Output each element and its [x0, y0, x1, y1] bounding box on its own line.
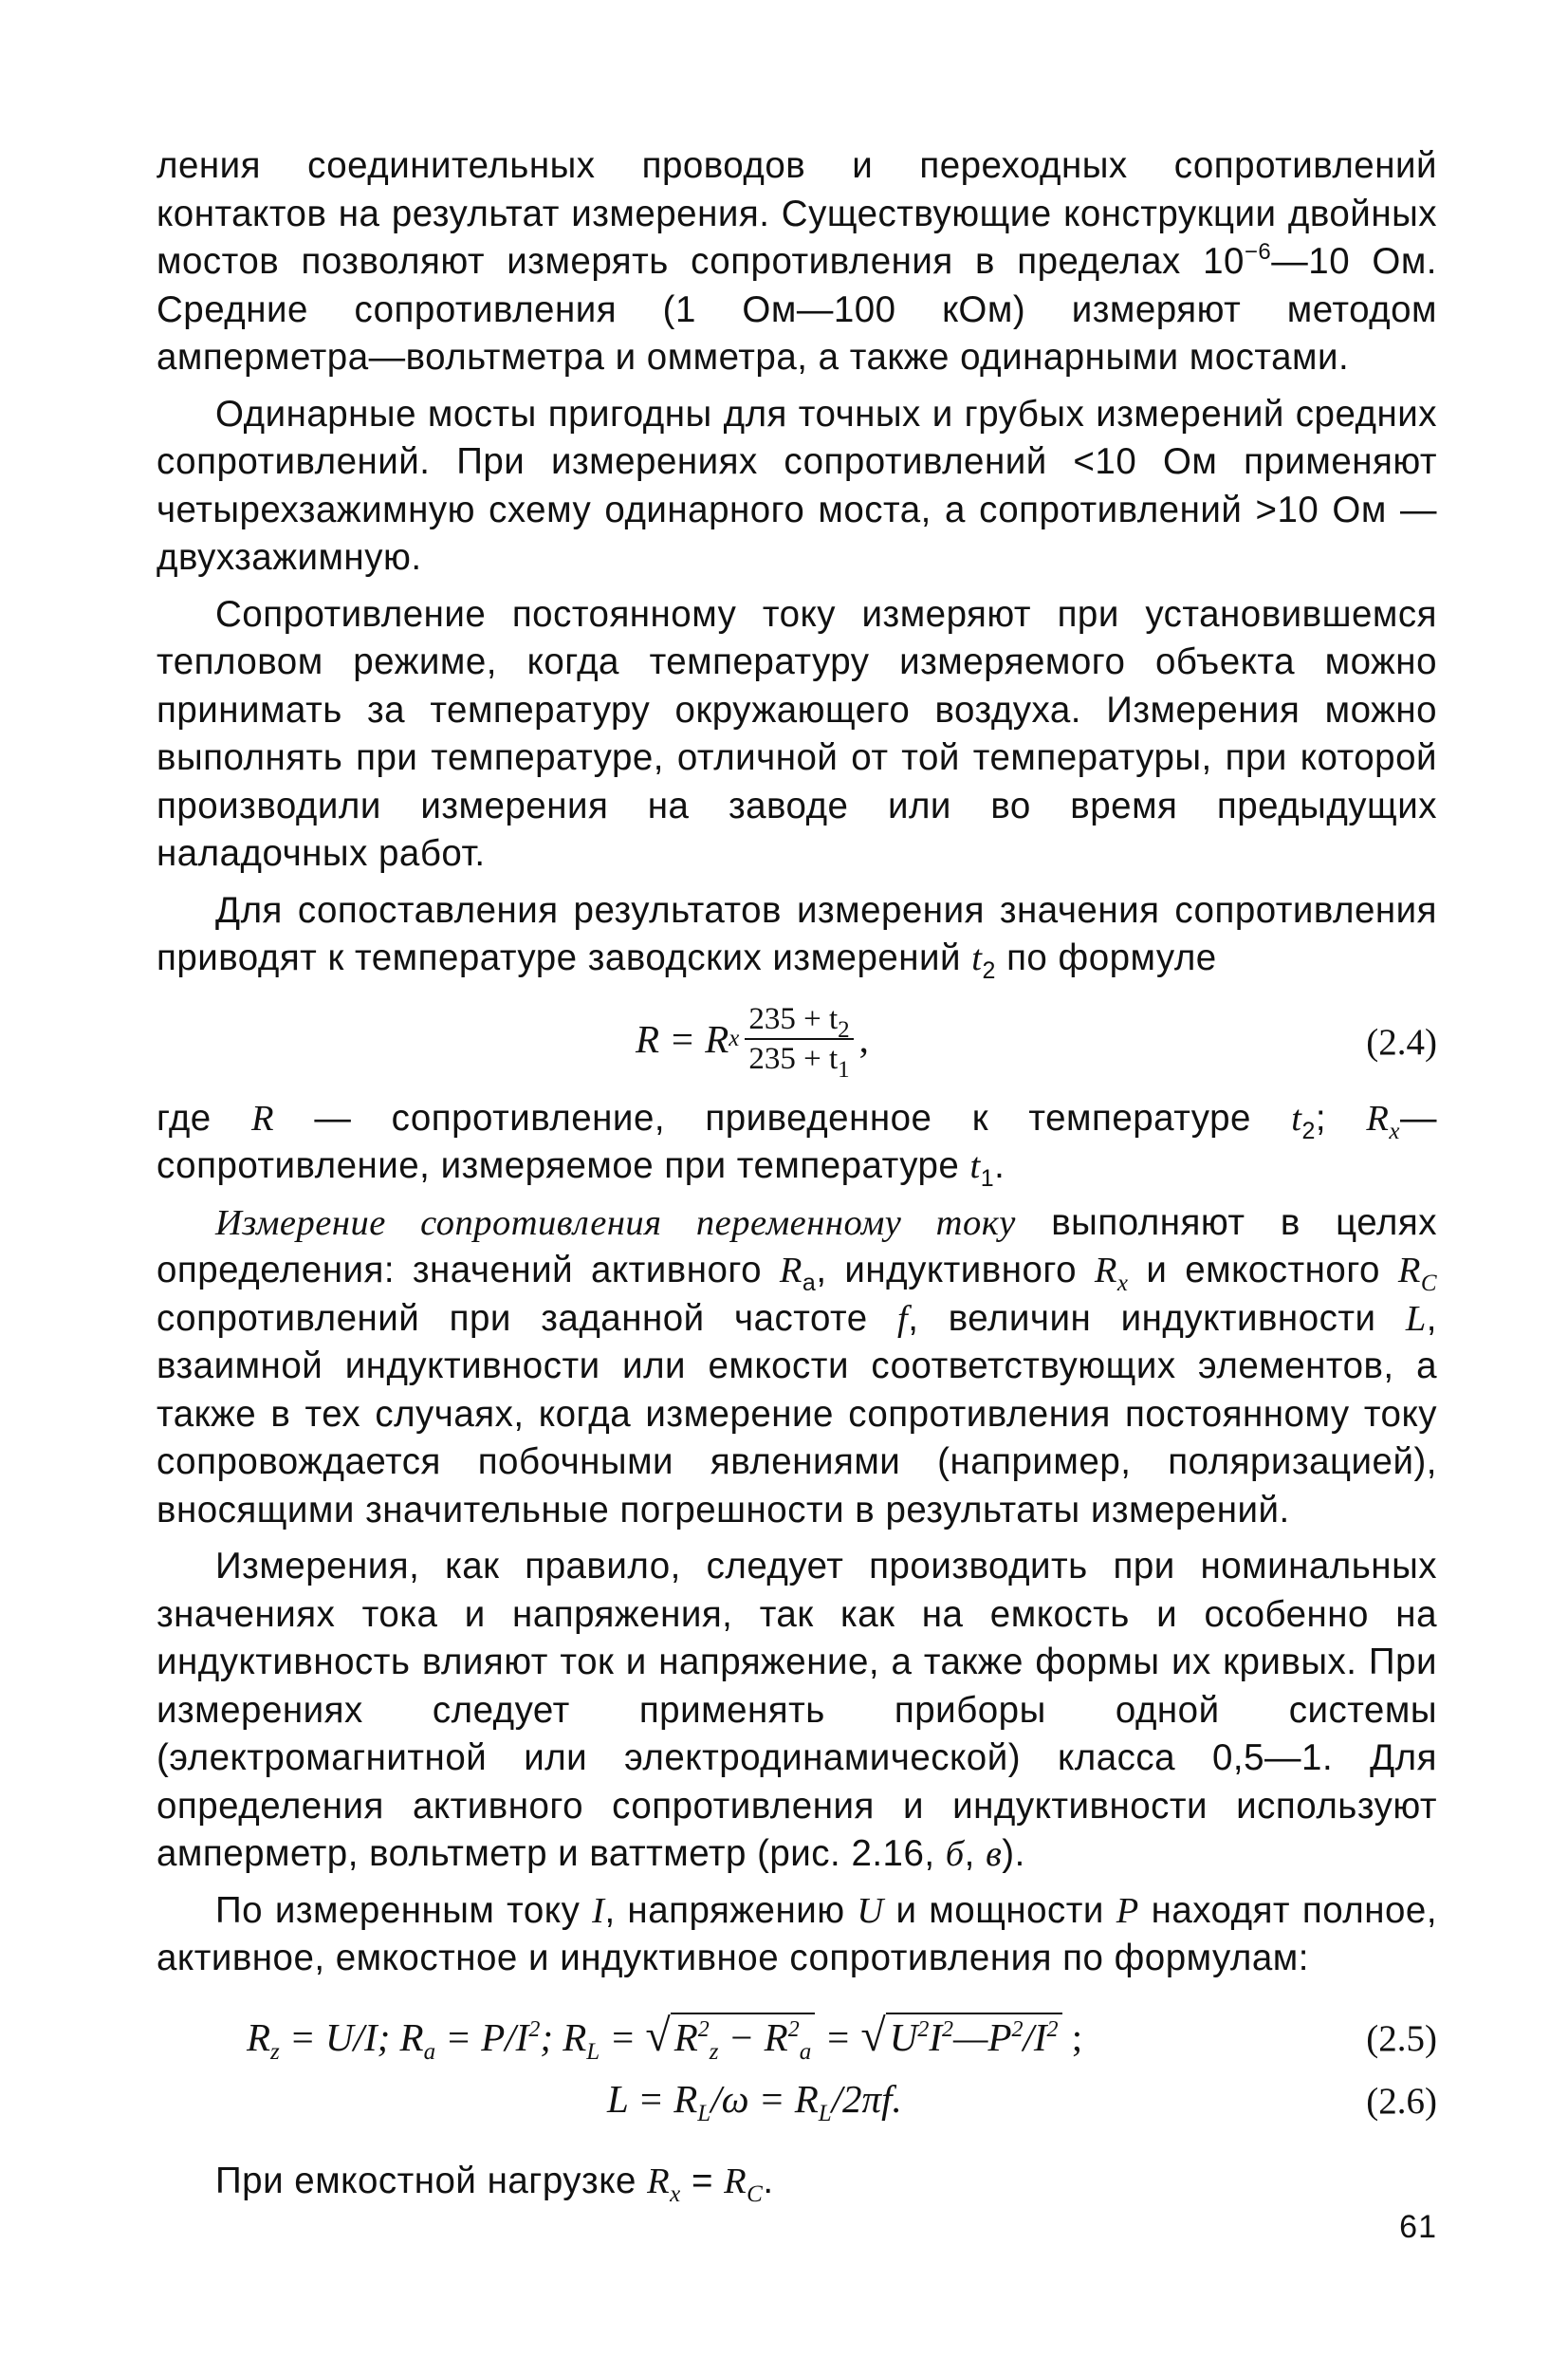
equation-number: (2.5) — [1366, 2017, 1437, 2059]
equation-2-4: R = R x $\frac{235 + t_2}{235 + t_1}$ , (2.4) — [636, 1001, 1437, 1083]
square-root: $√U^2I^2—P^2/I^2$ — [860, 2010, 1061, 2062]
equation-fraction: $\frac{235 + t_2}{235 + t_1}$ — [745, 1000, 853, 1078]
page-number: 61 — [1399, 2209, 1437, 2245]
paragraph-5: где R — сопротивление, приведенное к температуре $t_2$; $R_x—$ сопротивление, измеряемое при температуре $t_1$. — [157, 1097, 1437, 1192]
paragraph-3: Сопротивление постоянному току измеряют при установившемся тепловом режиме, когда температуру измеряемого объекта можно принимать за температуру окружающего воздуха. Измерения можно выполнять при температуре, отличной от той температуры, при которой производили измерения на заводе или во время предыдущих наладочных работ. — [157, 593, 1437, 874]
paragraph-1: ления соединительных проводов и переходных сопротивлений контактов на результат измерения. Существующие конструкции двойных мостов позволяют измерять сопротивления в пределах $10^{-6}—10$ Ом. Средние сопротивления (1 Ом—100 кОм) измеряют методом амперметра—вольтметра и омметра, а также одинарными мостами. — [157, 145, 1437, 378]
paragraph-7: Измерения, как правило, следует производить при номинальных значениях тока и напряжения, так как на емкость и особенно на индуктивность влияют ток и напряжение, а также формы их кривых. При измерениях следует применять приборы одной системы (электромагнитной или электродинамической) класса 0,5—1. Для определения активного сопротивления и индуктивности используют амперметр, вольтметр и ваттметр (рис. 2.16, б, в). — [157, 1546, 1437, 1874]
equation-number: (2.4) — [1366, 1021, 1437, 1063]
paragraph-6: Измерение сопротивления переменному току выполняют в целях определения: значений активного $R_a$, индуктивного $R_x$ и емкостного $R_C$ сопротивлений при заданной частоте f, величин индуктивности L, взаимной индуктивности или емкости соответствующих элементов, а также в тех случаях, когда измерение сопротивления постоянному току сопровождается побочными явлениями (например, поляризацией), вносящими значительные погрешности в результаты измерений. — [157, 1201, 1438, 1531]
page-body — [157, 142, 1437, 2214]
paragraph-8: По измеренным току I, напряжению U и мощности P находят полное, активное, емкостное и индуктивное сопротивления по формулам: — [157, 1889, 1438, 1978]
equation-number: (2.6) — [1366, 2080, 1437, 2122]
equation-2-5: $R_z = U/I$; $R_a = P/I^2$; $R_L = √R^2_z - R^2_a$ = $√U^2I^2—P^2/I^2$ ; (2.5) — [247, 2010, 1437, 2065]
square-root: $√R^2_z - R^2_a$ — [645, 2010, 815, 2062]
equation-2-6: $L = R_L/\omega = R_L/2\pi f$. (2.6) — [607, 2076, 1437, 2126]
paragraph-4: Для сопоставления результатов измерения значения сопротивления приводят к температуре заводских измерений $t_2$ по формуле — [157, 889, 1437, 984]
paragraph-2: Одинарные мосты пригодны для точных и грубых измерений средних сопротивлений. При измерениях сопротивлений <10 Ом применяют четырехзажимную схему одинарного моста, а сопротивлений >10 Ом — двухзажимную. — [157, 393, 1437, 578]
paragraph-9: При емкостной нагрузке $R_x = R_C$. — [215, 2160, 774, 2207]
